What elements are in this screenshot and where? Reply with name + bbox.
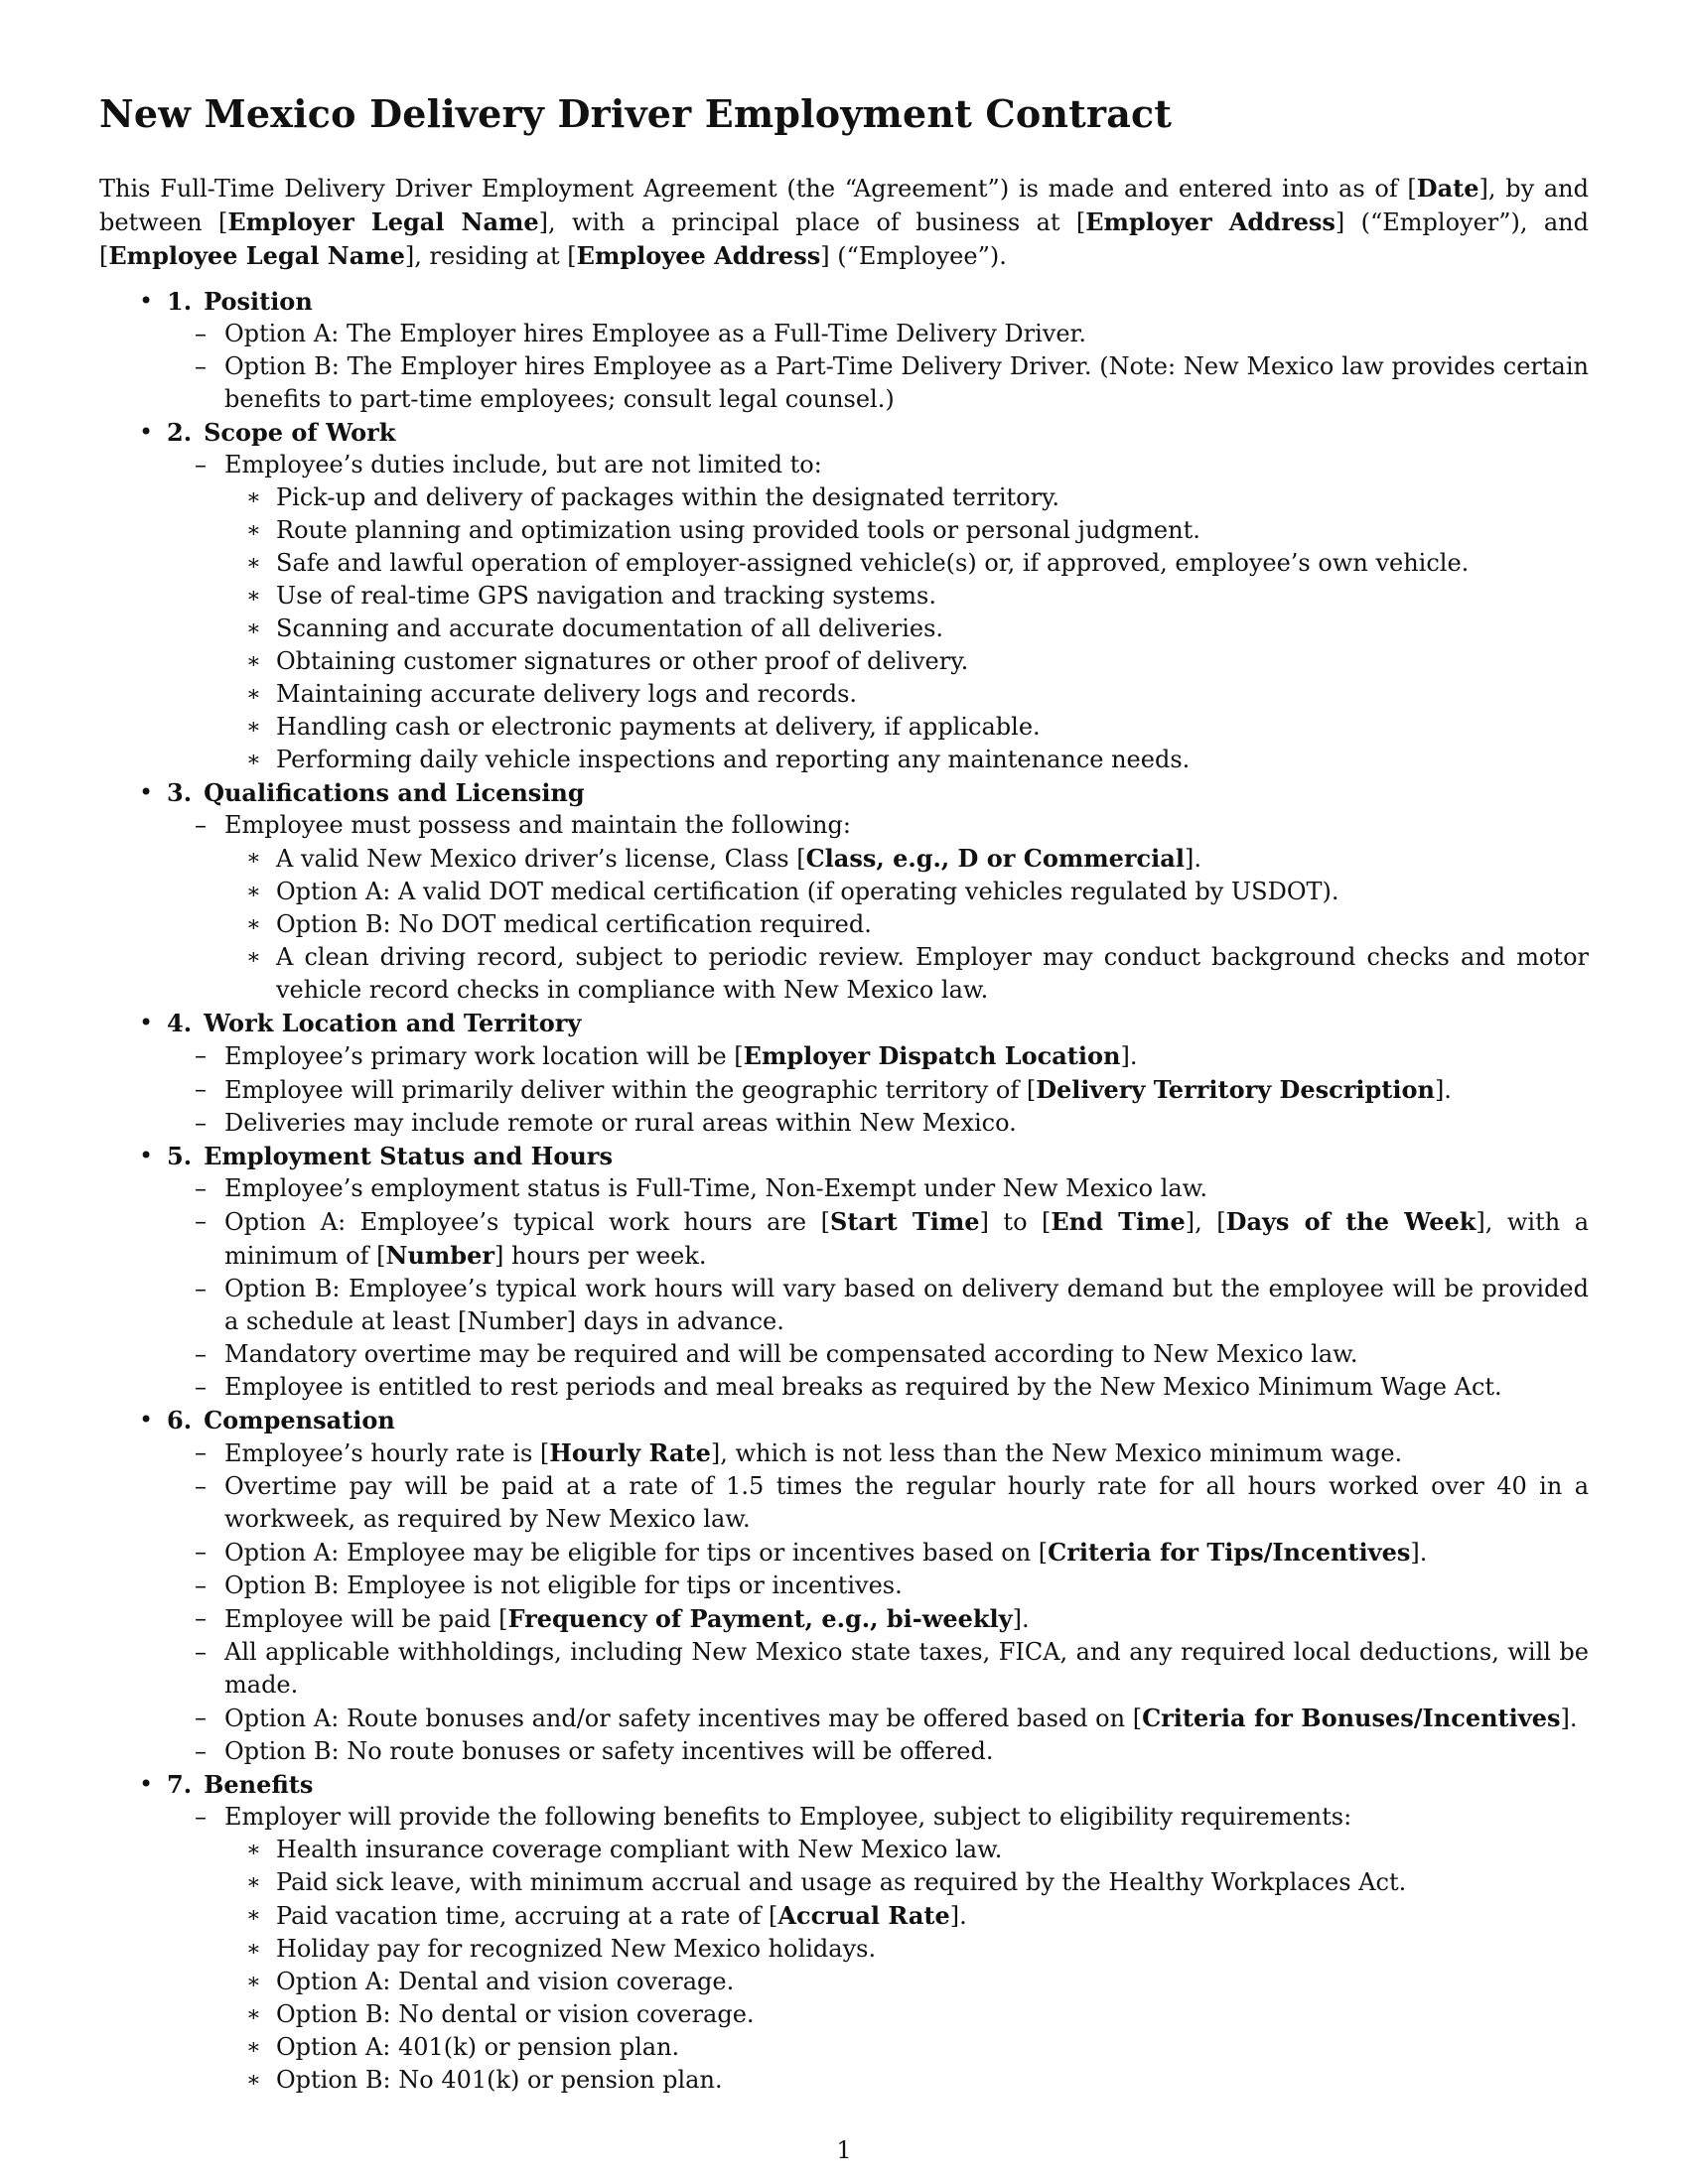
- sub-list-item: ∗ Health insurance coverage compliant with New Mexico law.: [224, 1834, 1589, 1866]
- section-compensation: [99, 1404, 1589, 1768]
- star-icon: ∗: [246, 2035, 261, 2060]
- list-item: – Option A: Route bonuses and/or safety incentives may be offered based on [Criteria for Bonuses/Incentives].: [195, 1704, 1578, 1732]
- star-icon: ∗: [246, 1870, 261, 1895]
- intro-paragraph: This Full-Time Delivery Driver Employment Agreement (the “Agreement”) is made and entered into as of [Date], by and between [Employer Legal Name], with a principal place of business at [Employer Address] (“Employer”), and [Employee Legal Name], residing at [Employee Address] (“Employee”).: [99, 174, 1589, 270]
- list-item: – Employee is entitled to rest periods and meal breaks as required by the New Mexico Minimum Wage Act.: [167, 1371, 1589, 1404]
- dash-icon: –: [195, 1174, 207, 1202]
- sub-list-item: ∗ Scanning and accurate documentation of all deliveries.: [224, 613, 1589, 645]
- list-item: – Employer will provide the following benefits to Employee, subject to eligibility requirements: ∗ Health insurance coverage compliant with New Mexico law. ∗ Paid sick leave, with minimum accrual and usage as required by the Healthy Workplaces Act. ∗ Paid vacation time, accruing at a rate of [Accrual Rate]. ∗ Holiday pay for recognized New Mexico holidays. ∗ Option A: Dental and vision coverage. ∗ Option B: No dental or vision coverage. ∗ Option A: 401(k) or pension plan. ∗ Option B: No 401(k) or pension plan.: [167, 1801, 1589, 2097]
- sub-list-item: ∗ Performing daily vehicle inspections and reporting any maintenance needs.: [224, 744, 1589, 776]
- sub-list-item: ∗ Option A: 401(k) or pension plan.: [224, 2031, 1589, 2064]
- license-class-placeholder: Class, e.g., D or Commercial: [805, 844, 1185, 873]
- section-qualifications: [99, 776, 1589, 1007]
- sub-list-item: ∗ Obtaining customer signatures or other proof of delivery.: [224, 645, 1589, 678]
- star-icon: ∗: [246, 2002, 261, 2027]
- dash-icon: –: [195, 1275, 207, 1302]
- document-page: [99, 91, 1589, 2097]
- section-title: 3. Qualifications and Licensing: [167, 778, 585, 807]
- bullet-icon: •: [139, 287, 154, 315]
- sub-list-item: ∗ Option A: Dental and vision coverage.: [224, 1966, 1589, 1998]
- dash-icon: –: [195, 1438, 207, 1466]
- star-icon: ∗: [246, 912, 261, 937]
- accrual-rate-placeholder: Accrual Rate: [777, 1901, 950, 1930]
- dash-icon: –: [195, 1638, 207, 1666]
- dash-icon: –: [195, 1207, 207, 1235]
- star-icon: ∗: [246, 1903, 261, 1928]
- star-icon: ∗: [246, 682, 261, 707]
- star-icon: ∗: [246, 880, 261, 904]
- list-item: – Overtime pay will be paid at a rate of 1.5 times the regular hourly rate for all hours worked over 40 in a workweek, as required by New Mexico law.: [195, 1472, 1589, 1533]
- sub-list-item: ∗ Option B: No dental or vision coverage.: [224, 1998, 1589, 2031]
- dash-icon: –: [195, 1109, 207, 1137]
- days-placeholder: Days of the Week: [1225, 1207, 1477, 1236]
- dash-icon: –: [195, 1373, 207, 1401]
- sub-list-item: ∗ Maintaining accurate delivery logs and records.: [224, 678, 1589, 711]
- dash-icon: –: [195, 451, 207, 478]
- star-icon: ∗: [246, 485, 261, 510]
- end-time-placeholder: End Time: [1051, 1207, 1186, 1236]
- employer-address-placeholder: Employer Address: [1085, 207, 1336, 236]
- sub-list-item: ∗ Safe and lawful operation of employer-assigned vehicle(s) or, if approved, employee’s own vehicle.: [224, 547, 1589, 580]
- employee-name-placeholder: Employee Legal Name: [108, 241, 405, 270]
- star-icon: ∗: [246, 1970, 261, 1994]
- section-benefits: [99, 1768, 1589, 2097]
- sub-list-item: ∗ Paid vacation time, accruing at a rate of [Accrual Rate].: [246, 1901, 967, 1930]
- sub-list-item: ∗ Paid sick leave, with minimum accrual and usage as required by the Healthy Workplaces Act.: [224, 1866, 1589, 1899]
- star-icon: ∗: [246, 2068, 261, 2093]
- sections-list: [99, 285, 1589, 2097]
- section-title: 5. Employment Status and Hours: [167, 1142, 613, 1170]
- star-icon: ∗: [246, 846, 261, 871]
- bullet-icon: •: [139, 1406, 154, 1433]
- start-time-placeholder: Start Time: [830, 1207, 980, 1236]
- employee-address-placeholder: Employee Address: [576, 241, 821, 270]
- tips-criteria-placeholder: Criteria for Tips/Incentives: [1048, 1538, 1411, 1567]
- star-icon: ∗: [246, 748, 261, 772]
- section-work-location: [99, 1007, 1589, 1140]
- section-title: 6. Compensation: [167, 1406, 395, 1434]
- star-icon: ∗: [246, 551, 261, 576]
- sub-list-item: ∗ A clean driving record, subject to periodic review. Employer may conduct background checks and motor vehicle record checks in compliance with New Mexico law.: [246, 943, 1589, 1004]
- list-item: – Mandatory overtime may be required and will be compensated according to New Mexico law.: [167, 1338, 1589, 1371]
- hours-number-placeholder: Number: [385, 1241, 494, 1270]
- list-item: – Employee will primarily deliver within the geographic territory of [Delivery Territory Description].: [195, 1075, 1452, 1104]
- dash-icon: –: [195, 1472, 207, 1500]
- sub-list-item: ∗ Route planning and optimization using provided tools or personal judgment.: [224, 514, 1589, 547]
- page-number: 1: [836, 2136, 852, 2164]
- sub-list-item: ∗ Use of real-time GPS navigation and tracking systems.: [224, 580, 1589, 613]
- dash-icon: –: [195, 1604, 207, 1632]
- bullet-icon: •: [139, 1009, 154, 1036]
- list-item: – Employee will be paid [Frequency of Payment, e.g., bi-weekly].: [195, 1604, 1030, 1633]
- dash-icon: –: [195, 1704, 207, 1731]
- bullet-icon: •: [139, 1142, 154, 1169]
- section-scope-of-work: [99, 416, 1589, 776]
- section-title: 4. Work Location and Territory: [167, 1009, 582, 1037]
- list-item: – Employee’s duties include, but are not limited to: ∗ Pick-up and delivery of packages within the designated territory. ∗ Route planning and optimization using provided tools or personal judgment. ∗ Safe and lawful operation of employer-assigned vehicle(s) or, if approved, employee’s own vehicle. ∗ Use of real-time GPS navigation and tracking systems. ∗ Scanning and accurate documentation of all deliveries. ∗ Obtaining customer signatures or other proof of delivery. ∗ Maintaining accurate delivery logs and records. ∗ Handling cash or electronic payments at delivery, if applicable. ∗ Performing daily vehicle inspections and reporting any maintenance needs.: [167, 449, 1589, 776]
- list-item: – All applicable withholdings, including New Mexico state taxes, FICA, and any required local deductions, will be made.: [195, 1638, 1589, 1699]
- dash-icon: –: [195, 1538, 207, 1566]
- star-icon: ∗: [246, 518, 261, 543]
- dash-icon: –: [195, 1571, 207, 1599]
- dash-icon: –: [195, 320, 207, 347]
- list-item: – Option A: The Employer hires Employee as a Full-Time Delivery Driver.: [167, 318, 1589, 350]
- section-title: 2. Scope of Work: [167, 418, 396, 447]
- star-icon: ∗: [246, 616, 261, 641]
- star-icon: ∗: [246, 945, 261, 970]
- date-placeholder: Date: [1416, 174, 1479, 203]
- dash-icon: –: [195, 811, 207, 839]
- list-item: – Option B: Employee is not eligible for tips or incentives.: [167, 1570, 1589, 1602]
- sub-list-item: ∗ Option A: A valid DOT medical certification (if operating vehicles regulated by USDOT).: [224, 876, 1589, 908]
- bullet-icon: •: [139, 1770, 154, 1798]
- dash-icon: –: [195, 1737, 207, 1765]
- sub-list-item: ∗ Option B: No 401(k) or pension plan.: [224, 2064, 1589, 2097]
- dispatch-location-placeholder: Employer Dispatch Location: [743, 1041, 1121, 1070]
- sub-list-item: ∗ Option B: No DOT medical certification required.: [224, 908, 1589, 941]
- list-item: – Option A: Employee’s typical work hours are [Start Time] to [End Time], [Days of the Week], with a minimum of [Number] hours per week.: [195, 1207, 1590, 1270]
- list-item: – Employee’s employment status is Full-Time, Non-Exempt under New Mexico law.: [167, 1172, 1589, 1205]
- dash-icon: –: [195, 1075, 207, 1103]
- bullet-icon: •: [139, 418, 154, 446]
- list-item: – Employee’s hourly rate is [Hourly Rate], which is not less than the New Mexico minimum wage.: [195, 1438, 1403, 1467]
- bullet-icon: •: [139, 778, 154, 806]
- star-icon: ∗: [246, 715, 261, 740]
- sub-list-item: ∗ Handling cash or electronic payments at delivery, if applicable.: [224, 711, 1589, 744]
- sub-list-item: ∗ Pick-up and delivery of packages within the designated territory.: [224, 481, 1589, 514]
- dash-icon: –: [195, 1340, 207, 1368]
- dash-icon: –: [195, 352, 207, 380]
- list-item: – Option B: No route bonuses or safety incentives will be offered.: [167, 1735, 1589, 1768]
- list-item: – Employee’s primary work location will be [Employer Dispatch Location].: [195, 1041, 1138, 1070]
- hourly-rate-placeholder: Hourly Rate: [549, 1438, 711, 1467]
- dash-icon: –: [195, 1041, 207, 1069]
- star-icon: ∗: [246, 649, 261, 674]
- section-position: [99, 285, 1589, 416]
- employer-name-placeholder: Employer Legal Name: [227, 207, 539, 236]
- dash-icon: –: [195, 1803, 207, 1831]
- bonus-criteria-placeholder: Criteria for Bonuses/Incentives: [1142, 1704, 1561, 1732]
- star-icon: ∗: [246, 1937, 261, 1962]
- pay-frequency-placeholder: Frequency of Payment, e.g., bi-weekly: [507, 1604, 1013, 1633]
- sub-list-item: ∗ Holiday pay for recognized New Mexico holidays.: [224, 1933, 1589, 1966]
- section-employment-status: [99, 1140, 1589, 1404]
- list-item: – Option A: Employee may be eligible for tips or incentives based on [Criteria for Tips/Incentives].: [195, 1538, 1428, 1567]
- list-item: – Employee must possess and maintain the following: ∗ A valid New Mexico driver’s license, Class [Class, e.g., D or Commercial]. ∗ Option A: A valid DOT medical certification (if operating vehicles regulated by USDOT). ∗ Option B: No DOT medical certification required. ∗ A clean driving record, subject to periodic review. Employer may conduct background checks and motor vehicle record checks in compliance with New Mexico law.: [167, 809, 1589, 1007]
- list-item: – Option B: Employee’s typical work hours will vary based on delivery demand but the employee will be provided a schedule at least [Number] days in advance.: [195, 1275, 1589, 1335]
- list-item: – Option B: The Employer hires Employee as a Part-Time Delivery Driver. (Note: New Mexico law provides certain benefits to part-time employees; consult legal counsel.): [195, 352, 1589, 413]
- document-title: New Mexico Delivery Driver Employment Contract: [99, 91, 1173, 136]
- section-title: 7. Benefits: [167, 1770, 314, 1799]
- list-item: – Deliveries may include remote or rural areas within New Mexico.: [167, 1107, 1589, 1140]
- territory-placeholder: Delivery Territory Description: [1036, 1075, 1435, 1104]
- star-icon: ∗: [246, 1838, 261, 1862]
- sub-list-item: ∗ A valid New Mexico driver’s license, Class [Class, e.g., D or Commercial].: [246, 844, 1201, 873]
- star-icon: ∗: [246, 584, 261, 609]
- section-title: 1. Position: [167, 287, 313, 316]
